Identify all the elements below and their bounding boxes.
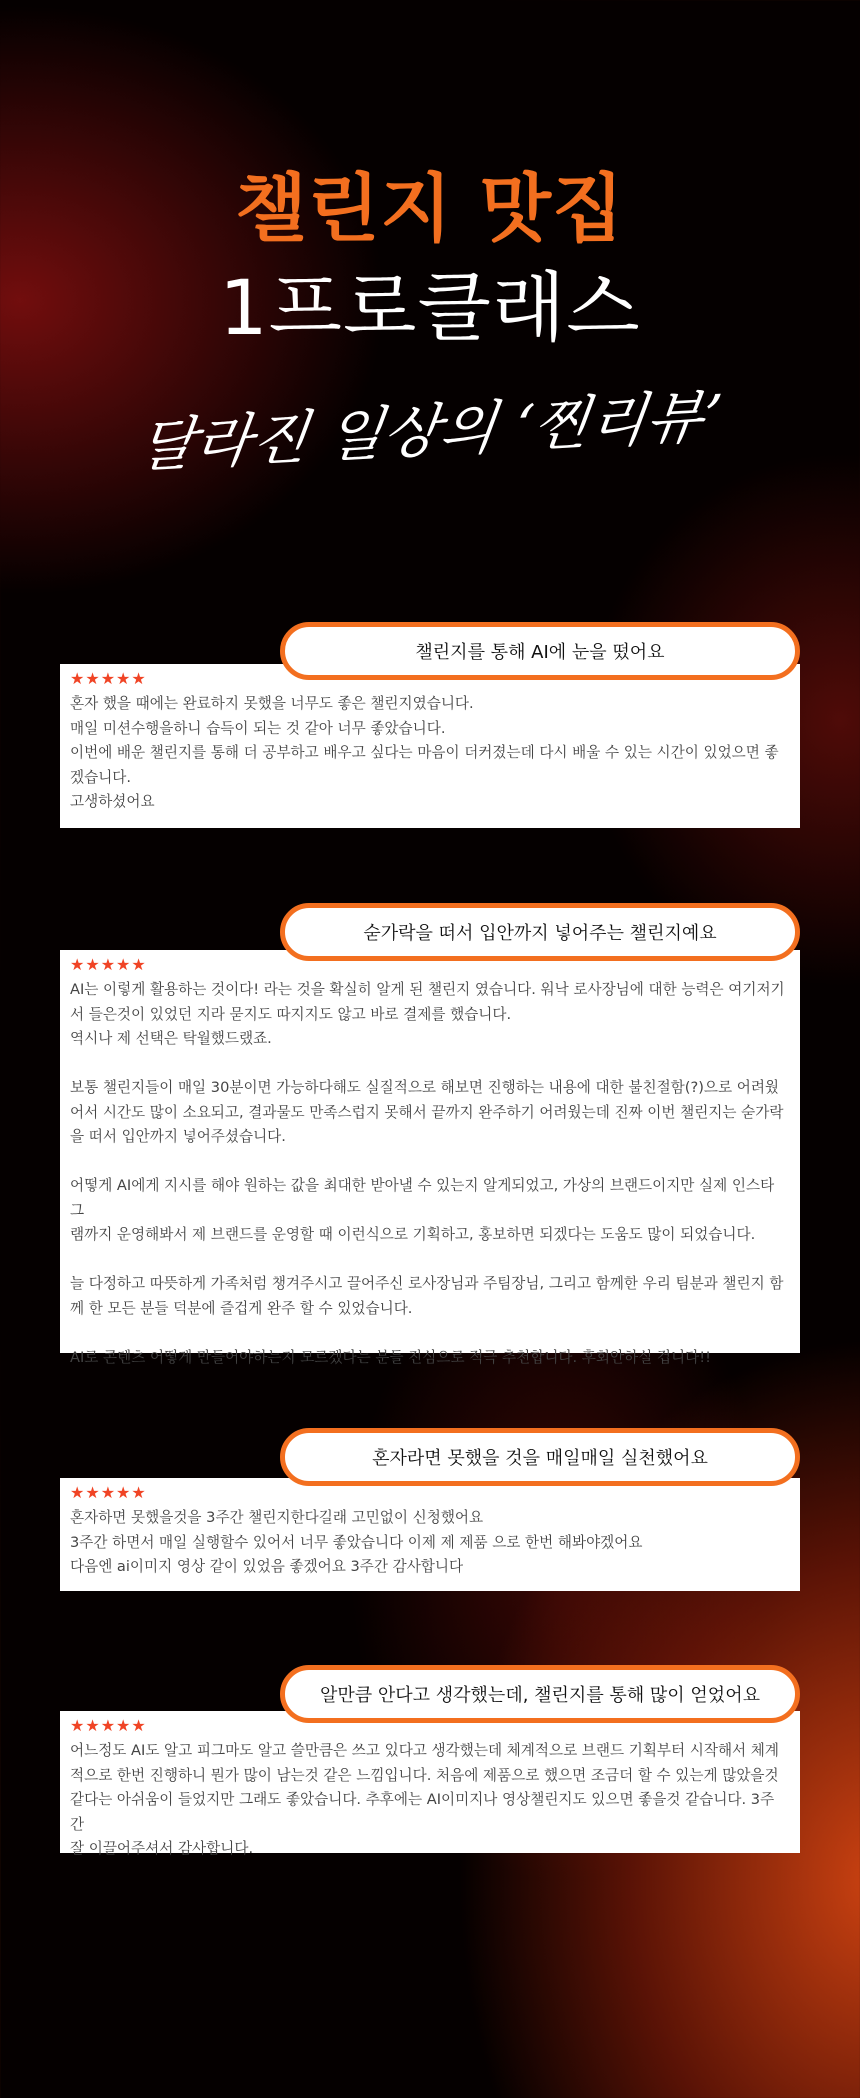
review-headline — [280, 1428, 800, 1486]
hero-title-orange: 챌린지 맛집 — [235, 166, 625, 252]
review-headline-text: 알만큼 안다고 생각했는데, 챌린지를 통해 많이 얻었어요 — [320, 1685, 760, 1706]
review-headline — [280, 903, 800, 961]
review-text: AI는 이렇게 활용하는 것이다! 라는 것을 확실히 알게 된 챌린지 였습니다. 워낙 로사장님에 대한 능력은 여기저기 서 들은것이 있었던 지라 묻지도 따지지도 않고 바로 결제를 했습니다. 역시나 제 선택은 탁월했드랬죠. 보통 챌린지들이 매일 30분이면 가능하다해도 실질적으로 해보면 진행하는 내용에 대한 불친절함(?)으로 어려웠 어서 시간도 많이 소요되고, 결과물도 만족스럽지 못해서 끝까지 완주하기 어려웠는데 진짜 이번 챌린지는 숟가락 을 떠서 입안까지 넣어주셨습니다. 어떻게 AI에게 지시를 해야 원하는 값을 최대한 받아낼 수 있는지 알게되었고, 가상의 브랜드이지만 실제 인스타그 램까지 운영해봐서 제 브랜드를 운영할 때 이런식으로 기획하고, 홍보하면 되겠다는 도움도 많이 되었습니다. 늘 다정하고 따뜻하게 가족처럼 챙겨주시고 끌어주신 로사장님과 주팀장님, 그리고 함께한 우리 팀분과 챌린지 함 께 한 모든 분들 덕분에 즐겁게 완주 할 수 있었습니다. AI로 콘텐츠 어떻게 만들어야하는지 모르겠다는 분들 진심으로 적극 추천합니다. 후회안하실 겁니다!! — [70, 981, 785, 1366]
review-headline-text: 챌린지를 통해 AI에 눈을 떴어요 — [415, 642, 665, 663]
review-headline — [280, 1665, 800, 1723]
hero-subtitle-script: 달라진 일상의 ‘찐리뷰’ — [134, 381, 726, 481]
review-headline-text: 혼자라면 못했을 것을 매일매일 실천했어요 — [372, 1448, 708, 1469]
star-rating: ★★★★★ — [70, 1716, 147, 1735]
review-body — [60, 950, 800, 1366]
review-body — [60, 664, 800, 828]
review-text: 혼자 했을 때에는 완료하지 못했을 너무도 좋은 챌린지였습니다. 매일 미션수행을하니 습득이 되는 것 같아 너무 좋았습니다. 이번에 배운 챌린지를 통해 더 공부하고 배우고 싶다는 마음이 더커졌는데 다시 배울 수 있는 시간이 있었으면 좋 겠습니다. 고생하셨어요 — [70, 695, 779, 810]
review-text: 어느정도 AI도 알고 피그마도 알고 쓸만큼은 쓰고 있다고 생각했는데 체계적으로 브랜드 기획부터 시작해서 체계 적으로 한번 진행하니 뭔가 많이 남는것 같은 느낌입니다. 처음에 제품으로 했으면 조금더 할 수 있는게 많았을것 같다는 아쉬움이 들었지만 그래도 좋았습니다. 추후에는 AI이미지나 영상챌린지도 있으면 좋을것 같습니다. 3주간 잘 이끌어주셔서 감사합니다. — [70, 1742, 779, 1857]
star-rating: ★★★★★ — [70, 1483, 147, 1502]
review-body — [60, 1711, 800, 1857]
review-body — [60, 1478, 800, 1591]
review-headline — [280, 622, 800, 680]
review-text: 혼자하면 못했을것을 3주간 챌린지한다길래 고민없이 신청했어요 3주간 하면서 매일 실행할수 있어서 너무 좋았습니다 이제 제 제품 으로 한번 해봐야겠어요 다음엔 ai이미지 영상 같이 있었음 좋겠어요 3주간 감사합니다 — [70, 1509, 643, 1575]
review-headline-text: 숟가락을 떠서 입안까지 넣어주는 챌린지예요 — [363, 923, 717, 944]
hero-title-white: 1프로클래스 — [219, 263, 641, 352]
star-rating: ★★★★★ — [70, 669, 147, 688]
star-rating: ★★★★★ — [70, 955, 147, 974]
hero-section — [0, 0, 860, 520]
